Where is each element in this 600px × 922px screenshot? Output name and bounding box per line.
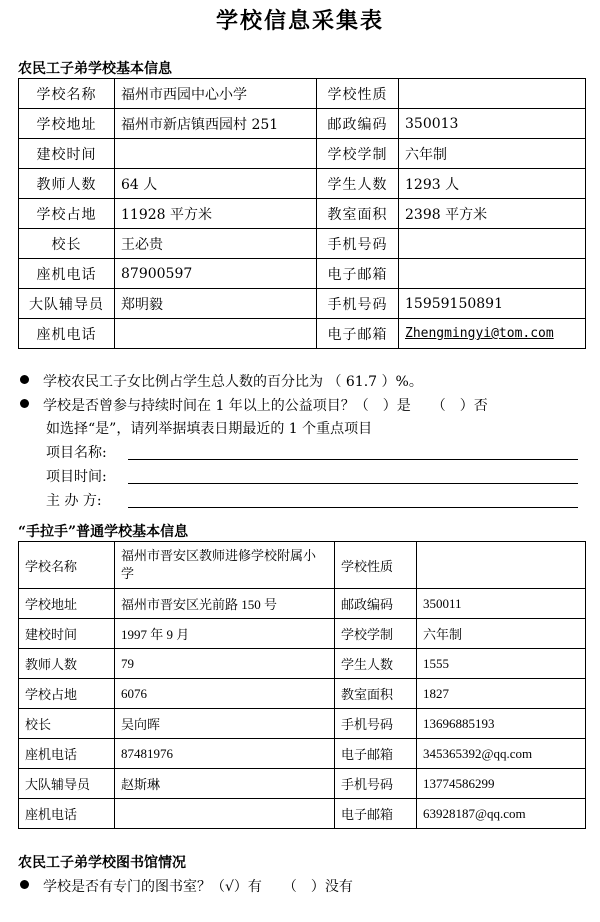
- field-value[interactable]: 345365392@qq.com: [417, 739, 586, 769]
- field-value[interactable]: 赵斯琳: [115, 769, 335, 799]
- field-value[interactable]: [115, 139, 317, 169]
- field-value[interactable]: 13774586299: [417, 769, 586, 799]
- table-row: [19, 109, 586, 139]
- field-label: 教室面积: [335, 679, 417, 709]
- field-value[interactable]: [399, 79, 586, 109]
- public-welfare-text: 学校是否曾参与持续时间在 1 年以上的公益项目？（ ）是 （ ）否: [43, 398, 488, 414]
- field-label: 手机号码: [317, 289, 399, 319]
- bullet-icon: [20, 880, 29, 889]
- field-value[interactable]: 63928187@qq.com: [417, 799, 586, 829]
- field-value[interactable]: 15959150891: [399, 289, 586, 319]
- ratio-bullet: [18, 371, 423, 391]
- field-label: 邮政编码: [317, 109, 399, 139]
- section2-heading: “手拉手”普通学校基本信息: [18, 524, 189, 540]
- field-value[interactable]: 350013: [399, 109, 586, 139]
- field-value[interactable]: 6076: [115, 679, 335, 709]
- table-row: [19, 199, 586, 229]
- public-welfare-bullet: [18, 395, 488, 415]
- field-label: 教师人数: [19, 169, 115, 199]
- field-value[interactable]: 1827: [417, 679, 586, 709]
- field-label: 学校性质: [335, 542, 417, 589]
- field-value[interactable]: 87900597: [115, 259, 317, 289]
- field-label: 学校名称: [19, 542, 115, 589]
- project-name-label: 项目名称:: [46, 445, 107, 461]
- library-bullet: [18, 876, 353, 896]
- field-value[interactable]: 福州市晋安区光前路 150 号: [115, 589, 335, 619]
- field-label: 电子邮箱: [335, 799, 417, 829]
- page-title: 学校信息采集表: [215, 8, 384, 34]
- field-label: 手机号码: [317, 229, 399, 259]
- field-value[interactable]: [399, 229, 586, 259]
- field-value[interactable]: [115, 799, 335, 829]
- table-row: [19, 259, 586, 289]
- field-label: 校长: [19, 709, 115, 739]
- table-row: [19, 169, 586, 199]
- section1-heading: 农民工子弟学校基本信息: [18, 61, 172, 77]
- field-label: 电子邮箱: [335, 739, 417, 769]
- field-value[interactable]: 79: [115, 649, 335, 679]
- table-row: [19, 679, 586, 709]
- field-value[interactable]: 1997 年 9 月: [115, 619, 335, 649]
- field-value[interactable]: [399, 259, 586, 289]
- field-label: 大队辅导员: [19, 769, 115, 799]
- field-value[interactable]: 福州市晋安区教师进修学校附属小学: [115, 542, 335, 589]
- field-value[interactable]: 福州市新店镇西园村 251: [115, 109, 317, 139]
- field-value[interactable]: 六年制: [417, 619, 586, 649]
- project-time-field[interactable]: [128, 483, 578, 484]
- field-label: 大队辅导员: [19, 289, 115, 319]
- table-row: [19, 319, 586, 349]
- field-value[interactable]: 2398 平方米: [399, 199, 586, 229]
- field-label: 学校地址: [19, 589, 115, 619]
- field-label: 学校学制: [317, 139, 399, 169]
- field-label: 学校名称: [19, 79, 115, 109]
- table-row: [19, 139, 586, 169]
- table-row: [19, 589, 586, 619]
- table-row: [19, 542, 586, 589]
- field-value[interactable]: 福州市西园中心小学: [115, 79, 317, 109]
- field-value[interactable]: 13696885193: [417, 709, 586, 739]
- field-label: 教室面积: [317, 199, 399, 229]
- project-time-label: 项目时间:: [46, 469, 107, 485]
- table-row: [19, 739, 586, 769]
- field-value[interactable]: 11928 平方米: [115, 199, 317, 229]
- field-label: 学校地址: [19, 109, 115, 139]
- field-value[interactable]: 王必贵: [115, 229, 317, 259]
- field-label: 校长: [19, 229, 115, 259]
- field-value[interactable]: 郑明毅: [115, 289, 317, 319]
- field-value[interactable]: 六年制: [399, 139, 586, 169]
- table-row: [19, 289, 586, 319]
- field-label: 学校学制: [335, 619, 417, 649]
- organizer-field[interactable]: [128, 507, 578, 508]
- table-row: [19, 229, 586, 259]
- field-label: 邮政编码: [335, 589, 417, 619]
- field-label: 座机电话: [19, 739, 115, 769]
- field-label: 电子邮箱: [317, 319, 399, 349]
- field-label: 座机电话: [19, 259, 115, 289]
- field-value[interactable]: 吴向晖: [115, 709, 335, 739]
- field-label: 学生人数: [335, 649, 417, 679]
- section3-heading: 农民工子弟学校图书馆情况: [18, 855, 186, 871]
- table-row: [19, 709, 586, 739]
- section2-table: [18, 541, 586, 829]
- ratio-text: 学校农民工子女比例占学生总人数的百分比为 （ 61.7 ）%。: [43, 374, 423, 390]
- field-label: 建校时间: [19, 139, 115, 169]
- field-label: 手机号码: [335, 709, 417, 739]
- field-label: 教师人数: [19, 649, 115, 679]
- table-row: [19, 649, 586, 679]
- field-value[interactable]: 350011: [417, 589, 586, 619]
- field-label: 学生人数: [317, 169, 399, 199]
- field-label: 座机电话: [19, 319, 115, 349]
- field-label: 学校占地: [19, 199, 115, 229]
- field-value[interactable]: 1555: [417, 649, 586, 679]
- bullet-icon: [20, 399, 29, 408]
- table-row: [19, 769, 586, 799]
- table-row: [19, 619, 586, 649]
- field-label: 手机号码: [335, 769, 417, 799]
- field-label: 学校性质: [317, 79, 399, 109]
- field-value[interactable]: 1293 人: [399, 169, 586, 199]
- field-value[interactable]: [417, 542, 586, 589]
- field-label: 建校时间: [19, 619, 115, 649]
- field-label: 电子邮箱: [317, 259, 399, 289]
- section1-table: [18, 78, 586, 349]
- field-value[interactable]: [115, 319, 317, 349]
- table-row: [19, 799, 586, 829]
- field-value[interactable]: 64 人: [115, 169, 317, 199]
- field-label: 座机电话: [19, 799, 115, 829]
- project-name-field[interactable]: [128, 459, 578, 460]
- organizer-label: 主 办 方:: [46, 493, 102, 509]
- field-label: 学校占地: [19, 679, 115, 709]
- bullet-icon: [20, 375, 29, 384]
- library-question: 学校是否有专门的图书室？（√）有 （ ）没有: [43, 879, 353, 895]
- table-row: [19, 79, 586, 109]
- field-value[interactable]: 87481976: [115, 739, 335, 769]
- public-welfare-hint: 如选择“是”，请列举据填表日期最近的 1 个重点项目: [46, 421, 373, 437]
- field-value[interactable]: Zhengmingyi@tom.com: [399, 319, 586, 349]
